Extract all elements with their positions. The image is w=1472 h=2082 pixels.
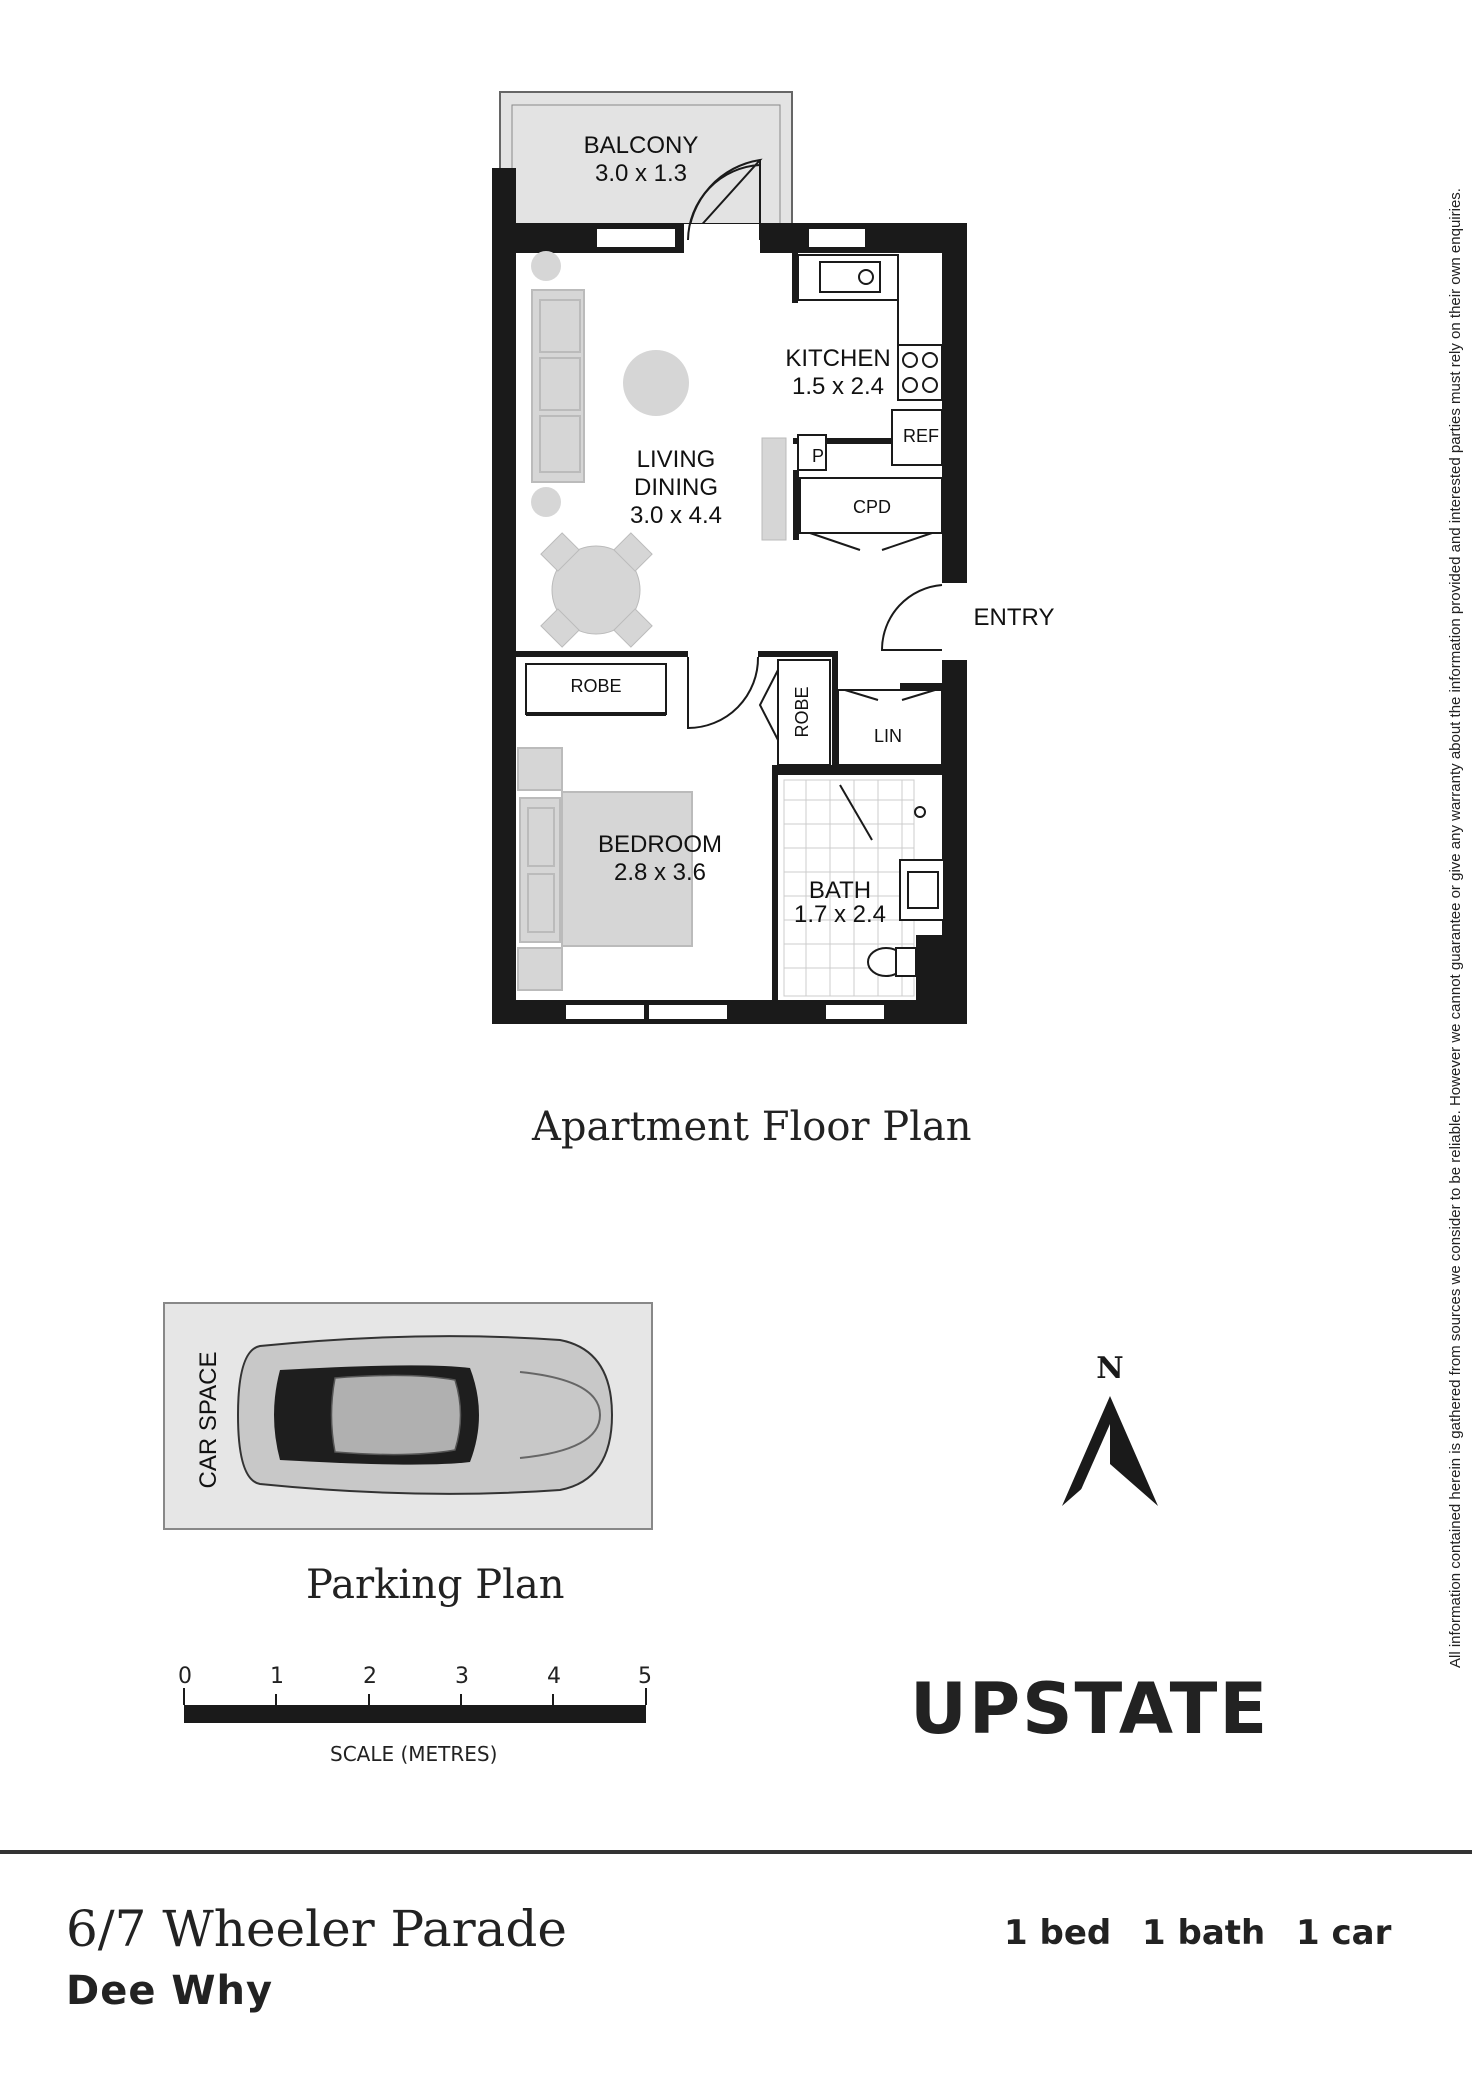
- coffee-table: [623, 350, 689, 416]
- north-label: N: [1096, 1351, 1124, 1386]
- north-arrow-icon: [1062, 1396, 1158, 1506]
- bath-dims: 1.7 x 2.4: [793, 901, 887, 928]
- svg-text:REF: [903, 426, 939, 446]
- svg-text:BEDROOM: [598, 831, 722, 858]
- svg-text:3.0 x 4.4: [630, 502, 722, 529]
- scale-tick-1: 1: [270, 1664, 284, 1689]
- pantry-label: P: [811, 446, 825, 466]
- side-table-top: [531, 251, 561, 281]
- svg-text:LIVING: [637, 446, 716, 473]
- balcony-label: BALCONY: [583, 132, 699, 159]
- kitchen-dims: 1.5 x 2.4: [791, 373, 885, 400]
- svg-text:N: [1096, 1351, 1123, 1386]
- svg-text:ROBE: [570, 676, 621, 696]
- scale-tick-4: 4: [547, 1664, 561, 1689]
- listing-address: 6/7 Wheeler Parade: [66, 1900, 568, 1958]
- cars-count: 1 car: [1296, 1913, 1392, 1953]
- living-label: LIVING: [636, 446, 716, 473]
- parking-plan-caption: Parking Plan: [306, 1562, 565, 1608]
- svg-text:KITCHEN: [785, 345, 890, 372]
- beds-count: 1 bed: [1004, 1913, 1112, 1953]
- svg-text:ENTRY: [974, 604, 1055, 631]
- disclaimer-text: All information contained herein is gathered from sources we consider to be reliable. However we cannot guarantee or give any warranty about the information provided and interested parties must rely on their own enquiries.: [1447, 188, 1464, 1668]
- svg-text:LIN: [874, 726, 902, 746]
- scale-bar: [184, 1688, 646, 1723]
- scale-tick-2: 2: [363, 1664, 377, 1689]
- entry-label: ENTRY: [973, 604, 1055, 631]
- svg-text:1.7 x 2.4: [794, 901, 886, 928]
- baths-count: 1 bath: [1142, 1913, 1266, 1953]
- svg-text:DINING: [634, 474, 718, 501]
- footer-divider: [0, 1850, 1472, 1854]
- scale-tick-3: 3: [455, 1664, 469, 1689]
- dining-label: DINING: [634, 474, 718, 501]
- balcony-dims: 3.0 x 1.3: [594, 160, 688, 187]
- lin-label: LIN: [873, 726, 903, 746]
- svg-text:CAR SPACE: [195, 1352, 222, 1489]
- scale-label: SCALE (METRES): [330, 1742, 498, 1766]
- robe-hall-label: ROBE: [792, 686, 812, 738]
- side-table-bottom: [531, 487, 561, 517]
- bedroom-dims: 2.8 x 3.6: [613, 859, 707, 886]
- bedroom-label: BEDROOM: [597, 831, 723, 858]
- svg-text:CPD: [853, 497, 891, 517]
- living-dims: 3.0 x 4.4: [629, 502, 723, 529]
- bath-label: BATH: [808, 877, 872, 904]
- svg-text:ROBE: [792, 686, 812, 737]
- svg-text:2.8 x 3.6: [614, 859, 706, 886]
- sofa: [532, 290, 584, 482]
- dining-table: [541, 533, 652, 647]
- robe-bedroom-label: ROBE: [570, 676, 622, 696]
- tv-unit: [762, 438, 786, 540]
- car-illustration: [238, 1336, 612, 1494]
- svg-text:P: [812, 446, 824, 466]
- cpd-label: CPD: [852, 497, 892, 517]
- floor-plan-caption: Apartment Floor Plan: [532, 1104, 972, 1150]
- svg-text:3.0 x 1.3: [595, 160, 687, 187]
- cupboards: [800, 478, 942, 765]
- brand-logo: UPSTATE: [910, 1668, 1270, 1750]
- scale-tick-5: 5: [638, 1664, 652, 1689]
- listing-suburb: Dee Why: [66, 1968, 274, 2014]
- svg-text:BALCONY: [584, 132, 699, 159]
- svg-text:1.5 x 2.4: [792, 373, 884, 400]
- kitchen-label: KITCHEN: [785, 345, 891, 372]
- ref-label: REF: [903, 426, 939, 446]
- car-space-label: CAR SPACE: [195, 1351, 222, 1489]
- scale-tick-0: 0: [178, 1664, 192, 1689]
- svg-text:BATH: [809, 877, 871, 904]
